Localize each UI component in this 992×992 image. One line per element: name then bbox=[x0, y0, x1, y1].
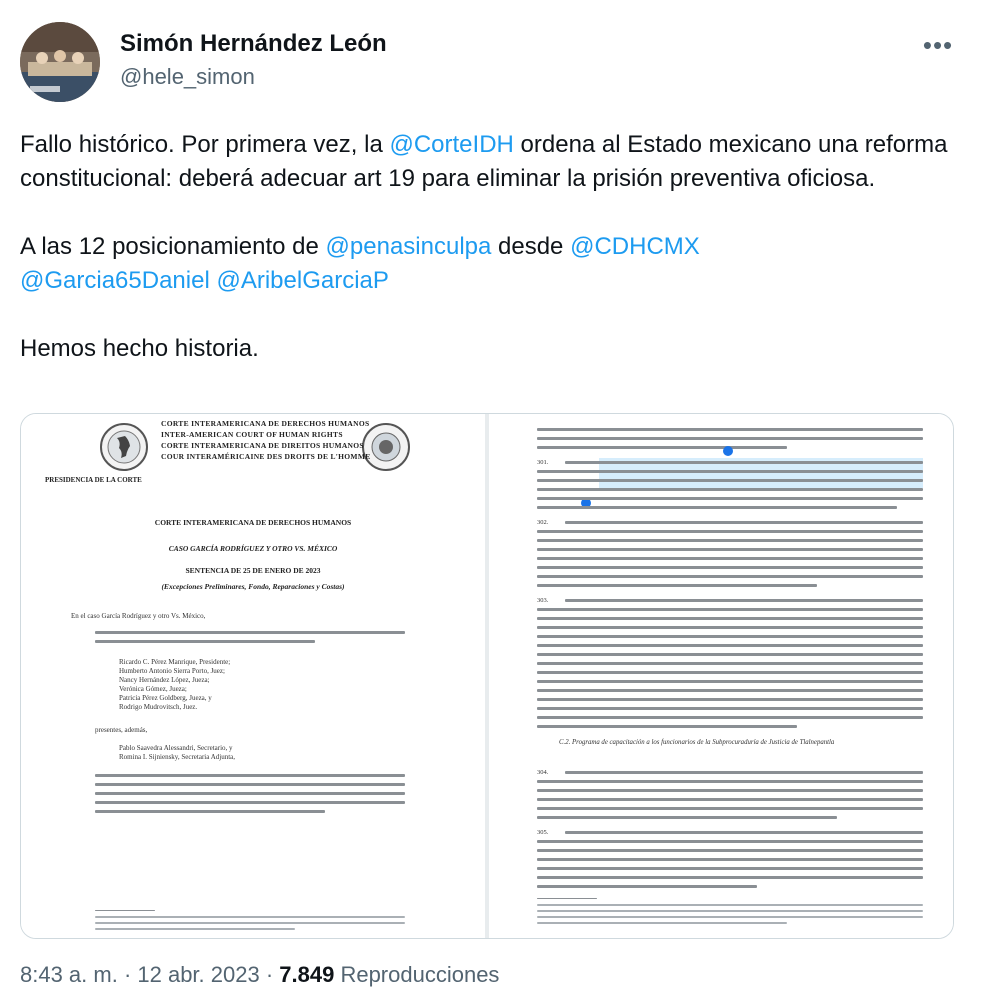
mention-link[interactable]: @penasinculpa bbox=[325, 233, 492, 260]
selection-handle-start[interactable] bbox=[723, 446, 733, 456]
presidency-label: PRESIDENCIA DE LA CORTE bbox=[45, 476, 142, 484]
attached-image[interactable] bbox=[20, 413, 954, 939]
tweet-paragraph-3: Hemos hecho historia. bbox=[20, 335, 259, 362]
judge: Verónica Gómez, Jueza; bbox=[119, 685, 187, 693]
tweet-paragraph-2 bbox=[20, 230, 970, 298]
paragraph-number: 303. bbox=[537, 597, 549, 604]
paragraph-number: 301. bbox=[537, 459, 549, 466]
author-avatar[interactable] bbox=[20, 22, 100, 102]
paragraph-number: 305. bbox=[537, 829, 549, 836]
present-label: presentes, además, bbox=[95, 726, 148, 734]
text-segment: ordena al Estado mexicano una reforma constitucional: deberá adecuar art 19 para eliminar la prisión preventiva oficiosa. bbox=[20, 131, 948, 192]
oas-seal-icon bbox=[361, 422, 411, 472]
tweet-paragraph-1 bbox=[20, 128, 970, 196]
secretary: Romina I. Sijniensky, Secretaria Adjunta, bbox=[119, 753, 235, 761]
judge: Ricardo C. Pérez Manrique, Presidente; bbox=[119, 658, 231, 666]
avatar-photo-icon bbox=[20, 22, 100, 102]
judge: Nancy Hernández López, Jueza; bbox=[119, 676, 210, 684]
header-line: CORTE INTERAMERICANA DE DIREITOS HUMANOS bbox=[161, 441, 364, 450]
case-title: CASO GARCÍA RODRÍGUEZ Y OTRO VS. MÉXICO bbox=[168, 544, 338, 553]
section-title: C.2. Programa de capacitación a los funcionarios de la Subprocuraduría de Justicia de Tlalnepantla bbox=[559, 739, 835, 746]
mention-link[interactable]: @CDHCMX bbox=[570, 233, 700, 260]
text-segment: Fallo histórico. Por primera vez, la bbox=[20, 131, 390, 158]
court-title: CORTE INTERAMERICANA DE DERECHOS HUMANOS bbox=[154, 518, 352, 527]
tweet-meta bbox=[20, 962, 499, 988]
views-count: 7.849 bbox=[279, 962, 335, 987]
header-line: CORTE INTERAMERICANA DE DERECHOS HUMANOS bbox=[161, 419, 370, 428]
views-label: Reproducciones bbox=[334, 962, 500, 987]
author-handle[interactable]: @hele_simon bbox=[120, 64, 255, 89]
mention-link[interactable]: @CorteIDH bbox=[389, 131, 514, 158]
document-page-left bbox=[21, 414, 485, 938]
mention-link[interactable]: @AribelGarciaP bbox=[216, 267, 389, 294]
more-options-icon[interactable]: ••• bbox=[922, 30, 954, 60]
sentence-subtitle: (Excepciones Preliminares, Fondo, Reparaciones y Costas) bbox=[161, 582, 345, 591]
judge: Rodrigo Mudrovitsch, Juez. bbox=[119, 703, 198, 711]
document-page-right bbox=[489, 414, 953, 938]
secretary: Pablo Saavedra Alessandri, Secretario, y bbox=[119, 744, 233, 752]
sentence-date: SENTENCIA DE 25 DE ENERO DE 2023 bbox=[185, 566, 321, 575]
paragraph-number: 304. bbox=[537, 769, 549, 776]
timestamp-link[interactable]: 8:43 a. m. · 12 abr. 2023 · bbox=[20, 962, 280, 987]
judge: Humberto Antonio Sierra Porto, Juez; bbox=[119, 667, 225, 675]
header-line: INTER-AMERICAN COURT OF HUMAN RIGHTS bbox=[161, 430, 343, 439]
paragraph-number: 302. bbox=[537, 519, 549, 526]
case-intro: En el caso García Rodríguez y otro Vs. México, bbox=[71, 612, 206, 620]
header-line: COUR INTERAMÉRICAINE DES DROITS DE L'HOMME bbox=[161, 452, 371, 461]
text-segment: desde bbox=[491, 233, 571, 260]
court-seal-icon bbox=[99, 422, 149, 472]
mention-link[interactable]: @Garcia65Daniel bbox=[20, 267, 210, 294]
author-name[interactable]: Simón Hernández León bbox=[120, 30, 387, 57]
text-segment: A las 12 posicionamiento de bbox=[20, 233, 326, 260]
tweet-text bbox=[20, 128, 970, 366]
judge: Patricia Pérez Goldberg, Jueza, y bbox=[119, 694, 212, 702]
